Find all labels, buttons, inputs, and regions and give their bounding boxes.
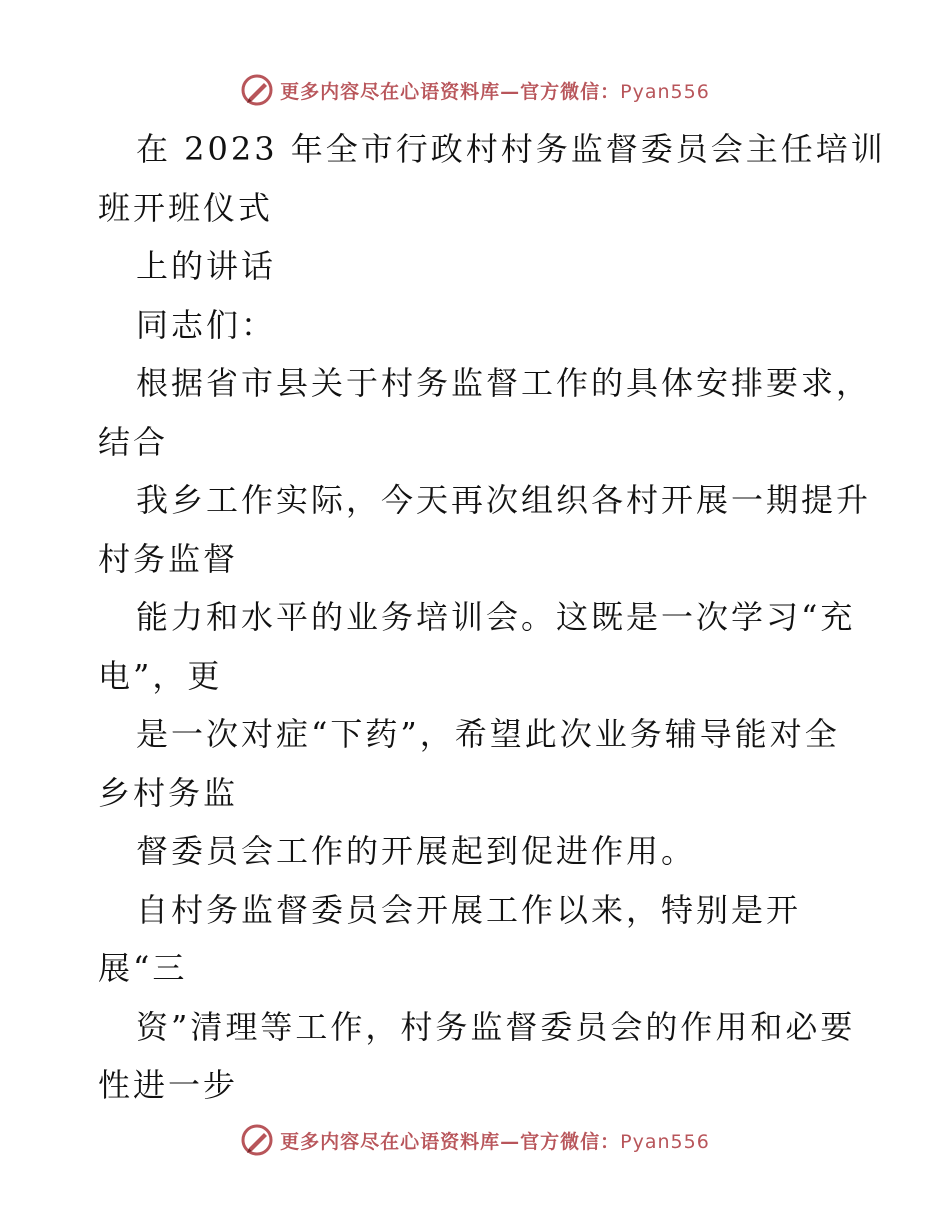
text-line: 结合 [98,422,169,461]
text-line: 乡村务监 [98,773,239,812]
text-line: 电”，更 [98,656,223,695]
text-line: 我乡工作实际，今天再次组织各村开展一期提升 [136,481,872,519]
text-line: 督委员会工作的开展起到促进作用。 [136,832,697,870]
pen-logo-icon [240,1123,274,1157]
text-line: 上的讲话 [136,247,277,285]
banner-text-cn: 更多内容尽在心语资料库—官方微信： [280,80,621,103]
footer-banner [0,1120,950,1160]
banner-text-en: Pyan556 [620,80,710,103]
text-line: 展“三 [98,949,188,987]
banner-text [280,77,710,104]
banner-text-cn: 更多内容尽在心语资料库—官方微信： [280,1130,621,1153]
text-line: 能力和水平的业务培训会。这既是一次学习“充 [136,598,856,636]
document-body [98,120,886,1115]
text-line: 性进一步 [98,1066,239,1104]
text-line: 根据省市县关于村务监督工作的具体安排要求， [136,364,872,402]
text-line: 班开班仪式 [98,188,274,227]
text-line: 同志们： [136,305,277,344]
text-line: 是一次对症“下药”，希望此次业务辅导能对全 [136,715,840,753]
text-line: 自村务监督委员会开展工作以来，特别是开 [136,890,802,929]
banner-text-en: Pyan556 [620,1130,710,1153]
text-line: 村务监督 [98,539,239,578]
text-line: 资”清理等工作，村务监督委员会的作用和必要 [136,1007,856,1046]
header-banner [0,70,950,110]
pen-logo-icon [240,73,274,107]
text-line: 在 2023 年全市行政村村务监督委员会主任培训 [136,130,886,168]
banner-text [280,1127,710,1154]
